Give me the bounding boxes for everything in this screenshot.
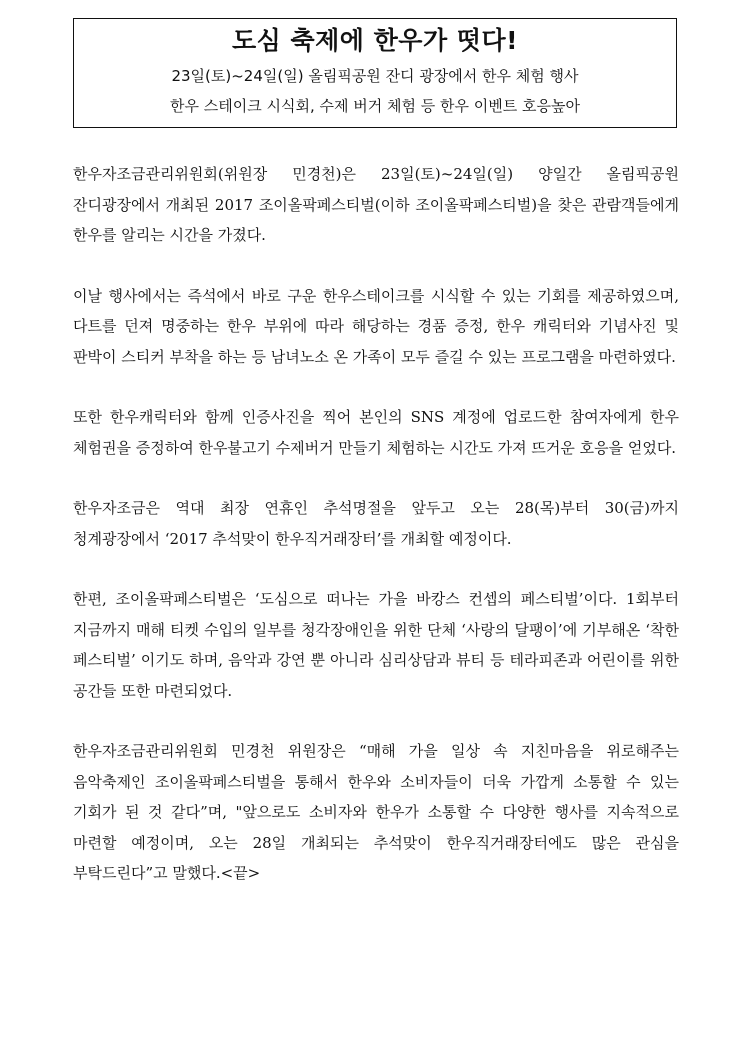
headline-subtitle-2: 한우 스테이크 시식회, 수제 버거 체험 등 한우 이벤트 호응높아 (170, 97, 580, 115)
headline-subtitle-1: 23일(토)~24일(일) 올림픽공원 잔디 광장에서 한우 체험 행사 (171, 67, 579, 85)
paragraph-5: 한편, 조이올팍페스티벌은 ‘도심으로 떠나는 가을 바캉스 컨셉의 페스티벌’이다. 1회부터 지금까지 매해 티켓 수입의 일부를 청각장애인을 위한 단체 ‘사랑의 달팽이’에 기부해온 ‘착한 페스티벌’ 이기도 하며, 음악과 강연 뿐 아니라 심리상담과 뷰티 등 테라피존과 어린이를 위한 공간들 또한 마련되었다. (73, 590, 679, 700)
paragraph-2: 이날 행사에서는 즉석에서 바로 구운 한우스테이크를 시식할 수 있는 기회를 제공하였으며, 다트를 던져 명중하는 한우 부위에 따라 해당하는 경품 증정, 한우 캐릭터와 기념사진 및 판박이 스티커 부착을 하는 등 남녀노소 온 가족이 모두 즐길 수 있는 프로그램을 마련하였다. (73, 286, 679, 366)
headline-box (73, 18, 677, 128)
paragraph-1: 한우자조금관리위원회(위원장 민경천)은 23일(토)~24일(일) 양일간 올림픽공원 잔디광장에서 개최된 2017 조이올팍페스티벌(이하 조이올팍페스티벌)을 찾은 관람객들에게 한우를 알리는 시간을 가졌다. (73, 165, 679, 244)
paragraph-6: 한우자조금관리위원회 민경천 위원장은 “매해 가을 일상 속 지친마음을 위로해주는 음악축제인 조이올팍페스티벌을 통해서 한우와 소비자들이 더욱 가깝게 소통할 수 있는 기회가 된 것 같다”며, "앞으로도 소비자와 한우가 소통할 수 다양한 행사를 지속적으로 마련할 예정이며, 오는 28일 개최되는 추석맞이 한우직거래장터에도 많은 관심을 부탁드린다”고 말했다.<끝> (73, 742, 679, 882)
paragraph-4: 한우자조금은 역대 최장 연휴인 추석명절을 앞두고 오는 28(목)부터 30(금)까지 청계광장에서 ‘2017 추석맞이 한우직거래장터’를 개최할 예정이다. (73, 499, 679, 548)
paragraph-3: 또한 한우캐릭터와 함께 인증사진을 찍어 본인의 SNS 계정에 업로드한 참여자에게 한우 체험권을 증정하여 한우불고기 수제버거 만들기 체험하는 시간도 가져 뜨거운 호응을 얻었다. (73, 408, 679, 457)
article-body (73, 159, 679, 919)
headline-title: 도심 축제에 한우가 떳다! (231, 26, 518, 55)
